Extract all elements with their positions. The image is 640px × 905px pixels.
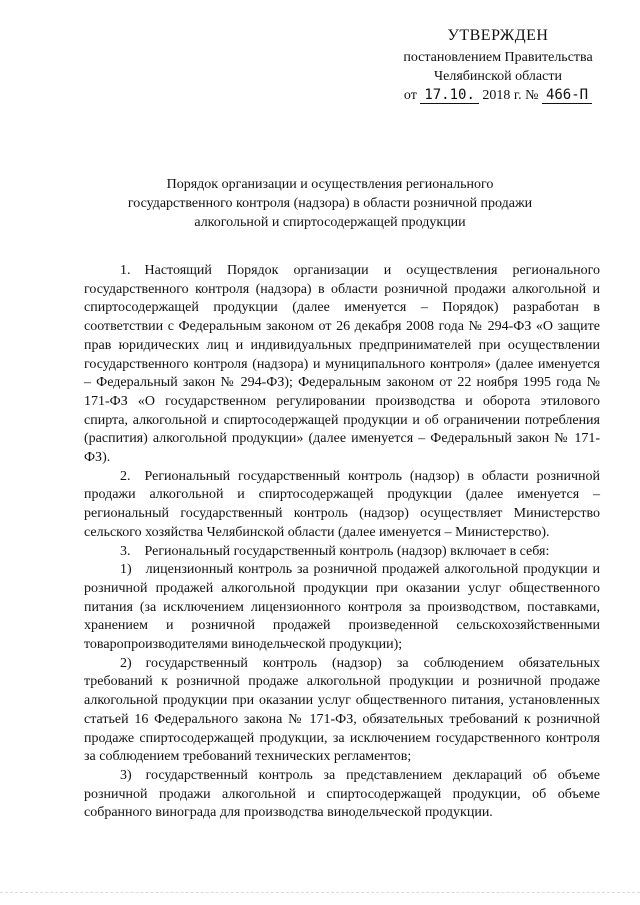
approval-date: 17.10. — [420, 87, 479, 104]
subitem-2: 2) государственный контроль (надзор) за соблюдением обязательных требований к розничной продаже алкогольной продукции и розничной продаже алкогольной продукции при оказании услуг общественного питания, установленных статьей 16 Федерального закона № 171-ФЗ, обязательных требований к розничной продаже спиртосодержащей продукции, за исключением государственного контроля за соблюдением требований технических регламентов; — [84, 655, 600, 765]
approval-line-1: постановлением Правительства — [403, 50, 593, 65]
approval-number: 466-П — [542, 87, 592, 104]
approval-line-2: Челябинской области — [434, 69, 562, 84]
document-title — [90, 175, 570, 232]
document-body — [84, 262, 600, 823]
subitem-3: 3) государственный контроль за представлением деклараций об объеме розничной продажи алкогольной и спиртосодержащей продукции, об объеме собранного винограда для производства винодельческой продукции. — [84, 767, 600, 821]
approval-heading: УТВЕРЖДЕН — [447, 27, 549, 44]
approval-year-text: 2018 г. № — [482, 88, 539, 103]
paragraph-2: 2. Региональный государственный контроль (надзор) в области розничной продажи алкогольной и спиртосодержащей продукции (далее именуется – региональный государственный контроль (надзор) осуществляет Министерство сельского хозяйства Челябинской области (далее именуется – Министерство). — [84, 468, 600, 540]
title-line-3: алкогольной и спиртосодержащей продукции — [194, 215, 466, 230]
title-line-1: Порядок организации и осуществления регионального — [166, 177, 494, 192]
title-line-2: государственного контроля (надзора) в области розничной продажи — [127, 196, 533, 211]
approval-date-line — [378, 86, 618, 105]
subitem-1: 1) лицензионный контроль за розничной продажей алкогольной продукции и розничной продажей алкогольной продукции при оказании услуг общественного питания (за исключением лицензионного контроля за производством, поставками, хранением и розничной продажей произведенной сельскохозяйственными товаропроизводителями винодельческой продукции); — [84, 562, 600, 653]
scan-edge — [0, 892, 640, 901]
paragraph-3: 3. Региональный государственный контроль (надзор) включает в себя: — [120, 543, 550, 559]
paragraph-1: 1. Настоящий Порядок организации и осуществления регионального государственного контроля (надзора) в области розничной продажи алкогольной и спиртосодержащей продукции (далее именуется – Порядок) разработан в соответствии с Федеральным законом от 26 декабря 2008 года № 294-ФЗ «О защите прав юридических лиц и индивидуальных предпринимателей при осуществлении государственного контроля (надзора) и муниципального контроля» (далее именуется – Федеральный закон № 294-ФЗ); Федеральным законом от 22 ноября 1995 года № 171-ФЗ «О государственном регулировании производства и оборота этилового спирта, алкогольной и спиртосодержащей продукции и об ограничении потребления (распития) алкогольной продукции» (далее именуется – Федеральный закон № 171-ФЗ). — [84, 263, 600, 466]
approval-date-prefix: от — [403, 88, 417, 103]
approval-stamp-block — [378, 26, 618, 105]
